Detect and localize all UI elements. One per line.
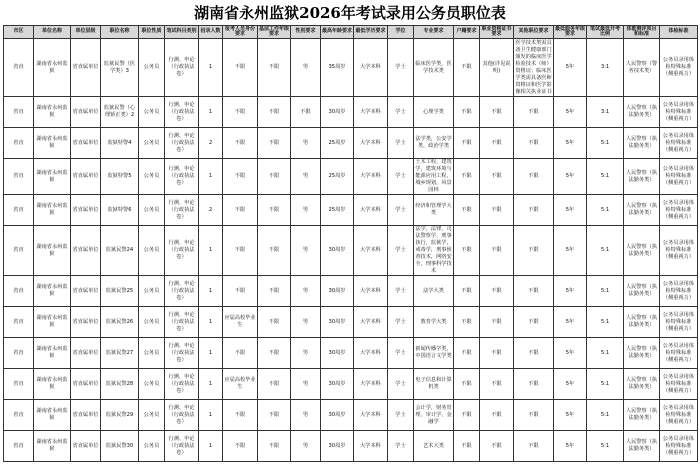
- table-cell: 教育学大类: [414, 307, 454, 338]
- table-cell: 不限: [514, 369, 554, 400]
- table-cell: 湖南省永州监狱: [34, 307, 71, 338]
- table-cell: 学士: [388, 276, 414, 307]
- column-header: 市区: [4, 26, 34, 39]
- table-cell: 男: [291, 195, 321, 226]
- table-cell: 1: [199, 400, 223, 431]
- table-cell: 公务员: [139, 159, 165, 195]
- table-cell: 行测、申论（行政执法卷）: [165, 338, 199, 369]
- table-cell: 不限: [258, 39, 291, 97]
- table-cell: 湖南省永州监狱: [34, 97, 71, 128]
- table-cell: 不限: [454, 226, 480, 276]
- table-cell: 公务员: [139, 400, 165, 431]
- table-cell: 公务员录用体检特殊标准（侧重视力）: [660, 307, 698, 338]
- table-cell: 公务员: [139, 97, 165, 128]
- table-cell: 25周岁: [321, 128, 354, 159]
- column-header: 户籍要求: [454, 26, 480, 39]
- table-cell: 行测、申论（行政执法卷）: [165, 276, 199, 307]
- table-cell: 土木工程，建筑学，建筑环境与能源应用工程，城乡规划，风景园林: [415, 159, 452, 193]
- table-cell: 大学本科: [354, 195, 388, 226]
- table-cell: 行测、申论（行政执法卷）: [165, 195, 199, 226]
- table-cell: 不限: [454, 159, 480, 195]
- table-cell: 2: [199, 128, 223, 159]
- table-cell: 不限: [454, 431, 480, 462]
- table-cell: 5:1: [587, 159, 624, 195]
- table-cell: 30周岁: [321, 338, 354, 369]
- column-header: 最高年龄要求: [321, 26, 354, 39]
- table-cell: 学士: [388, 159, 414, 195]
- table-cell: 会计学，财务管理，审计学，金融学: [414, 400, 454, 431]
- table-cell: 大学本科: [354, 400, 388, 431]
- table-cell: 大学本科: [354, 338, 388, 369]
- table-cell: 学士: [388, 338, 414, 369]
- table-cell: 公务员录用体检特殊标准（侧重视力）: [660, 431, 698, 462]
- table-cell: 省直: [4, 97, 34, 128]
- table-cell: 公务员: [139, 307, 165, 338]
- table-cell: 监狱民警（心理矫正类）2: [101, 97, 139, 128]
- table-cell: 大学本科: [354, 39, 388, 97]
- table-cell: 公务员录用体检特殊标准（侧重视力）: [660, 369, 698, 400]
- table-cell: 公务员录用体检特殊标准（侧重视力）: [660, 128, 698, 159]
- table-cell: 法学，法律，司法警察学，刑事执行，监狱学，戒毒学，刑事侦查技术，网络安全，刑事科学技术: [415, 226, 452, 274]
- column-header: 基层工作年限要求: [259, 25, 290, 37]
- table-cell: 学士: [388, 128, 414, 159]
- table-cell: 不限: [223, 195, 258, 226]
- column-header: 最低服务年限要求: [555, 25, 586, 37]
- table-cell: 5:1: [587, 128, 624, 159]
- table-cell: 不限: [514, 195, 554, 226]
- table-cell: 学士: [388, 39, 414, 97]
- table-cell: 30周岁: [321, 307, 354, 338]
- table-cell: 5:1: [587, 276, 624, 307]
- table-cell: 不限: [514, 276, 554, 307]
- table-cell: 5年: [554, 226, 587, 276]
- table-cell: 大学本科: [354, 128, 388, 159]
- table-cell: 30周岁: [321, 400, 354, 431]
- table-cell: 学士: [388, 195, 414, 226]
- column-header: 职业资格证书要求: [481, 25, 512, 37]
- column-header: 最低学历要求: [354, 26, 388, 39]
- table-cell: 不限: [480, 307, 514, 338]
- table-cell: 不限: [514, 338, 554, 369]
- table-row: [4, 128, 698, 159]
- table-cell: 行测、申论（行政执法卷）: [165, 400, 199, 431]
- table-cell: 男: [291, 226, 321, 276]
- table-cell: 男: [291, 307, 321, 338]
- table-cell: 25周岁: [321, 195, 354, 226]
- column-header: 单位层级: [71, 26, 101, 39]
- table-cell: 不限: [223, 97, 258, 128]
- table-cell: 应届高校毕业生: [223, 369, 258, 400]
- table-cell: 不限: [480, 159, 514, 195]
- table-cell: 1: [199, 39, 223, 97]
- table-cell: 行测、申论（行政执法卷）: [165, 226, 199, 276]
- table-cell: 5年: [554, 159, 587, 195]
- table-cell: 监狱民警30: [101, 431, 139, 462]
- table-cell: 公务员录用体检特殊标准（侧重视力）: [660, 338, 698, 369]
- table-cell: 人民警察（执法勤务类）: [624, 276, 660, 307]
- table-cell: 艺术大类: [414, 431, 454, 462]
- table-cell: 湖南省永州监狱: [34, 276, 71, 307]
- table-cell: 省直属单位: [71, 97, 101, 128]
- table-cell: 人民警察（执法勤务类）: [624, 97, 660, 128]
- table-cell: 不限: [480, 195, 514, 226]
- table-row: [4, 39, 698, 97]
- table-cell: 不限: [514, 400, 554, 431]
- table-cell: 不限: [258, 159, 291, 195]
- table-cell: 公务员录用体检特殊标准（侧重视力）: [660, 226, 698, 276]
- table-cell: 不限: [258, 338, 291, 369]
- table-cell: 省直: [4, 159, 34, 195]
- table-cell: 不限: [454, 276, 480, 307]
- table-row: [4, 369, 698, 400]
- page-title: 湖南省永州监狱2026年考试录用公务员职位表: [194, 4, 506, 22]
- document-page: [0, 2, 700, 468]
- table-cell: 其他(详见说明): [480, 39, 514, 97]
- table-cell: 心理学类: [414, 97, 454, 128]
- table-cell: 5:1: [587, 400, 624, 431]
- table-cell: 2: [199, 195, 223, 226]
- header-row: [4, 26, 698, 39]
- table-cell: 省直: [4, 369, 34, 400]
- table-cell: 30周岁: [321, 226, 354, 276]
- table-row: [4, 431, 698, 462]
- table-cell: 监狱特警4: [101, 128, 139, 159]
- table-cell: 不限: [223, 128, 258, 159]
- column-header: 体能测评项目和标准: [624, 26, 660, 39]
- table-cell: 人民警察（警务技术类）: [624, 39, 660, 97]
- table-row: [4, 195, 698, 226]
- table-cell: 大学本科: [354, 369, 388, 400]
- table-cell: 公务员录用体检特殊标准（侧重视力）: [660, 39, 698, 97]
- table-cell: 公务员: [139, 195, 165, 226]
- table-cell: 监狱民警24: [101, 226, 139, 276]
- column-header: 学位: [388, 26, 414, 39]
- table-cell: 人民警察（执法勤务类）: [624, 195, 660, 226]
- table-cell: 湖南省永州监狱: [34, 400, 71, 431]
- table-cell: 省直: [4, 307, 34, 338]
- table-cell: 省直: [4, 128, 34, 159]
- table-cell: 不限: [454, 307, 480, 338]
- table-cell: 1: [199, 338, 223, 369]
- column-header: 专业要求: [414, 26, 454, 39]
- table-cell: 1: [199, 307, 223, 338]
- table-cell: 湖南省永州监狱: [34, 39, 71, 97]
- table-cell: 应届高校毕业生: [223, 307, 258, 338]
- table-cell: 5年: [554, 369, 587, 400]
- table-cell: 法学类，公安学类，政治学类: [414, 128, 454, 159]
- table-cell: 不限: [223, 338, 258, 369]
- table-cell: 公务员: [139, 338, 165, 369]
- table-cell: 监狱民警29: [101, 400, 139, 431]
- table-cell: 1: [199, 369, 223, 400]
- table-cell: 1: [199, 159, 223, 195]
- table-cell: 大学本科: [354, 307, 388, 338]
- table-cell: 监狱特警5: [101, 159, 139, 195]
- table-cell: 30周岁: [321, 97, 354, 128]
- table-cell: 1: [199, 226, 223, 276]
- table-cell: 5年: [554, 276, 587, 307]
- table-cell: 经济和管理学大类: [414, 195, 454, 226]
- table-cell: 公务员录用体检特殊标准（侧重视力）: [660, 400, 698, 431]
- table-cell: 1: [199, 431, 223, 462]
- table-cell: 不限: [480, 369, 514, 400]
- table-cell: 不限: [480, 338, 514, 369]
- table-row: [4, 307, 698, 338]
- table-cell: 公务员录用体检特殊标准（侧重视力）: [660, 159, 698, 195]
- table-cell: 不限: [223, 276, 258, 307]
- table-cell: 3:1: [587, 39, 624, 97]
- table-cell: 湖南省永州监狱: [34, 226, 71, 276]
- table-cell: 不限: [454, 128, 480, 159]
- table-cell: 公务员: [139, 369, 165, 400]
- table-cell: 男: [291, 159, 321, 195]
- table-cell: 男: [291, 338, 321, 369]
- table-cell: 湖南省永州监狱: [34, 338, 71, 369]
- table-cell: 人民警察（执法勤务类）: [624, 369, 660, 400]
- table-cell: 省直属单位: [71, 159, 101, 195]
- table-cell: 不限: [258, 97, 291, 128]
- table-cell: 大学本科: [354, 159, 388, 195]
- table-cell: 男: [291, 39, 321, 97]
- table-cell: 省直属单位: [71, 39, 101, 97]
- table-cell: 人民警察（执法勤务类）: [624, 226, 660, 276]
- table-cell: 不限: [223, 39, 258, 97]
- column-header: 职位名称: [101, 26, 139, 39]
- table-cell: 5年: [554, 307, 587, 338]
- table-cell: 人民警察（执法勤务类）: [624, 431, 660, 462]
- table-cell: 30周岁: [321, 369, 354, 400]
- table-cell: 监狱民警（医学类）3: [101, 39, 139, 97]
- table-cell: 5:1: [587, 338, 624, 369]
- table-cell: 人民警察（执法勤务类）: [624, 400, 660, 431]
- table-cell: 省直: [4, 400, 34, 431]
- table-cell: 省直属单位: [71, 369, 101, 400]
- table-cell: 大学本科: [354, 276, 388, 307]
- table-cell: 公务员录用体检特殊标准（侧重视力）: [660, 195, 698, 226]
- table-cell: 不限: [258, 128, 291, 159]
- table-cell: 行测、申论（行政执法卷）: [165, 307, 199, 338]
- table-cell: 人民警察（执法勤务类）: [624, 128, 660, 159]
- table-cell: 公务员: [139, 39, 165, 97]
- table-cell: 不限: [258, 276, 291, 307]
- table-cell: 行测、申论（行政执法卷）: [165, 431, 199, 462]
- table-cell: 5年: [554, 195, 587, 226]
- table-cell: 省直属单位: [71, 307, 101, 338]
- table-cell: 5年: [554, 97, 587, 128]
- table-cell: 不限: [480, 276, 514, 307]
- table-body: [4, 39, 698, 462]
- table-cell: 监狱民警27: [101, 338, 139, 369]
- table-cell: 5年: [554, 128, 587, 159]
- table-cell: 学士: [388, 226, 414, 276]
- table-row: [4, 97, 698, 128]
- table-cell: 行测、申论（行政执法卷）: [165, 369, 199, 400]
- table-cell: 医学技术类需具备卫生健康部门颁发的临床医学检验技术（师）资格证；临床医学类需具备医师资格证和医学影像相关执业证书: [515, 39, 552, 95]
- column-header: 性别要求: [291, 26, 321, 39]
- table-cell: 人民警察（执法勤务类）: [624, 338, 660, 369]
- table-cell: 公务员: [139, 128, 165, 159]
- table-cell: 1: [199, 276, 223, 307]
- table-cell: 不限: [480, 431, 514, 462]
- column-header: 笔试最低开考比例: [587, 26, 624, 39]
- table-cell: 监狱特警6: [101, 195, 139, 226]
- table-row: [4, 276, 698, 307]
- table-cell: 大学本科: [354, 226, 388, 276]
- table-cell: 省直属单位: [71, 338, 101, 369]
- table-cell: 监狱民警26: [101, 307, 139, 338]
- table-cell: 25周岁: [321, 159, 354, 195]
- table-cell: 不限: [223, 226, 258, 276]
- table-cell: 省直: [4, 226, 34, 276]
- table-cell: 行测、申论（行政执法卷）: [165, 159, 199, 195]
- table-cell: 不限: [454, 400, 480, 431]
- table-cell: 湖南省永州监狱: [34, 369, 71, 400]
- table-cell: 学士: [388, 400, 414, 431]
- column-header: 体检标准: [660, 26, 698, 39]
- table-cell: 5年: [554, 431, 587, 462]
- table-cell: 5:1: [587, 226, 624, 276]
- table-cell: 省直: [4, 431, 34, 462]
- table-cell: 30周岁: [321, 431, 354, 462]
- table-cell: 不限: [480, 226, 514, 276]
- table-cell: 5:1: [587, 369, 624, 400]
- table-cell: 5年: [554, 400, 587, 431]
- table-cell: 学士: [388, 97, 414, 128]
- table-cell: 大学本科: [354, 97, 388, 128]
- table-cell: 公务员: [139, 431, 165, 462]
- table-cell: 学士: [388, 369, 414, 400]
- table-cell: 湖南省永州监狱: [34, 128, 71, 159]
- table-cell: 湖南省永州监狱: [34, 431, 71, 462]
- column-header: 报考人员身份要求: [223, 26, 258, 39]
- table-cell: 不限: [514, 159, 554, 195]
- table-cell: 不限: [258, 431, 291, 462]
- table-cell: 不限: [480, 97, 514, 128]
- table-cell: 不限: [258, 369, 291, 400]
- table-cell: 不限: [223, 400, 258, 431]
- table-row: [4, 226, 698, 276]
- table-cell: 湖南省永州监狱: [34, 195, 71, 226]
- table-cell: 5年: [554, 39, 587, 97]
- table-row: [4, 400, 698, 431]
- table-cell: 5:1: [587, 195, 624, 226]
- table-cell: 不限: [454, 369, 480, 400]
- table-cell: 1: [199, 97, 223, 128]
- table-cell: 不限: [454, 195, 480, 226]
- table-cell: 省直属单位: [71, 400, 101, 431]
- table-cell: 大学本科: [354, 431, 388, 462]
- table-cell: 省直属单位: [71, 195, 101, 226]
- table-cell: 湖南省永州监狱: [34, 159, 71, 195]
- table-cell: 不限: [223, 159, 258, 195]
- table-cell: 学士: [388, 431, 414, 462]
- table-cell: 不限: [480, 400, 514, 431]
- table-cell: 男: [291, 369, 321, 400]
- table-cell: 人民警察（执法勤务类）: [624, 159, 660, 195]
- table-row: [4, 159, 698, 195]
- table-cell: 不限: [454, 39, 480, 97]
- table-cell: 新闻传播学类，中国语言文学类: [414, 338, 454, 369]
- table-cell: 电子信息和计算机类: [414, 369, 454, 400]
- table-cell: 公务员录用体检特殊标准（侧重视力）: [660, 276, 698, 307]
- table-cell: 省直属单位: [71, 431, 101, 462]
- table-cell: 5:1: [587, 307, 624, 338]
- table-cell: 35周岁: [321, 39, 354, 97]
- table-cell: 3:1: [587, 97, 624, 128]
- table-cell: 省直: [4, 39, 34, 97]
- table-cell: 不限: [258, 195, 291, 226]
- table-cell: 不限: [223, 431, 258, 462]
- table-cell: 不限: [480, 128, 514, 159]
- table-cell: 男: [291, 276, 321, 307]
- table-cell: 不限: [454, 338, 480, 369]
- table-cell: 男: [291, 128, 321, 159]
- table-cell: 男: [291, 400, 321, 431]
- table-cell: 30周岁: [321, 276, 354, 307]
- table-cell: 不限: [258, 400, 291, 431]
- table-cell: 行测、申论（行政执法卷）: [165, 97, 199, 128]
- table-cell: 省直属单位: [71, 128, 101, 159]
- table-cell: 不限: [514, 128, 554, 159]
- table-cell: 省直属单位: [71, 276, 101, 307]
- table-cell: 不限: [291, 97, 321, 128]
- column-header: 招录人数: [199, 26, 223, 39]
- table-cell: 法学大类: [414, 276, 454, 307]
- table-cell: 省直属单位: [71, 226, 101, 276]
- table-cell: 人民警察（执法勤务类）: [624, 307, 660, 338]
- table-cell: 不限: [514, 307, 554, 338]
- table-cell: 省直: [4, 276, 34, 307]
- table-cell: 公务员: [139, 276, 165, 307]
- table-cell: 不限: [258, 226, 291, 276]
- table-cell: 公务员录用体检特殊标准（侧重视力）: [660, 97, 698, 128]
- table-cell: 不限: [514, 97, 554, 128]
- table-cell: 临床医学类，医学技术类: [414, 39, 454, 97]
- job-positions-table: [3, 25, 698, 462]
- table-cell: 不限: [514, 226, 554, 276]
- table-cell: 5年: [554, 338, 587, 369]
- column-header: 职位性质: [139, 26, 165, 39]
- table-cell: 不限: [258, 307, 291, 338]
- table-cell: 男: [291, 431, 321, 462]
- column-header: 笔试科目类别: [165, 26, 199, 39]
- table-cell: 学士: [388, 307, 414, 338]
- table-cell: 不限: [514, 431, 554, 462]
- table-cell: 行测、申论（行政执法卷）: [165, 128, 199, 159]
- column-header: 其他职位要求: [514, 26, 554, 39]
- table-cell: 5:1: [587, 431, 624, 462]
- table-cell: 行测、申论（行政执法卷）: [165, 39, 199, 97]
- table-cell: 公务员: [139, 226, 165, 276]
- table-cell: 监狱民警28: [101, 369, 139, 400]
- table-cell: 省直: [4, 338, 34, 369]
- table-row: [4, 338, 698, 369]
- table-cell: 省直: [4, 195, 34, 226]
- column-header: 单位名称: [34, 26, 71, 39]
- table-header: [4, 26, 698, 39]
- table-cell: 不限: [454, 97, 480, 128]
- table-cell: 监狱民警25: [101, 276, 139, 307]
